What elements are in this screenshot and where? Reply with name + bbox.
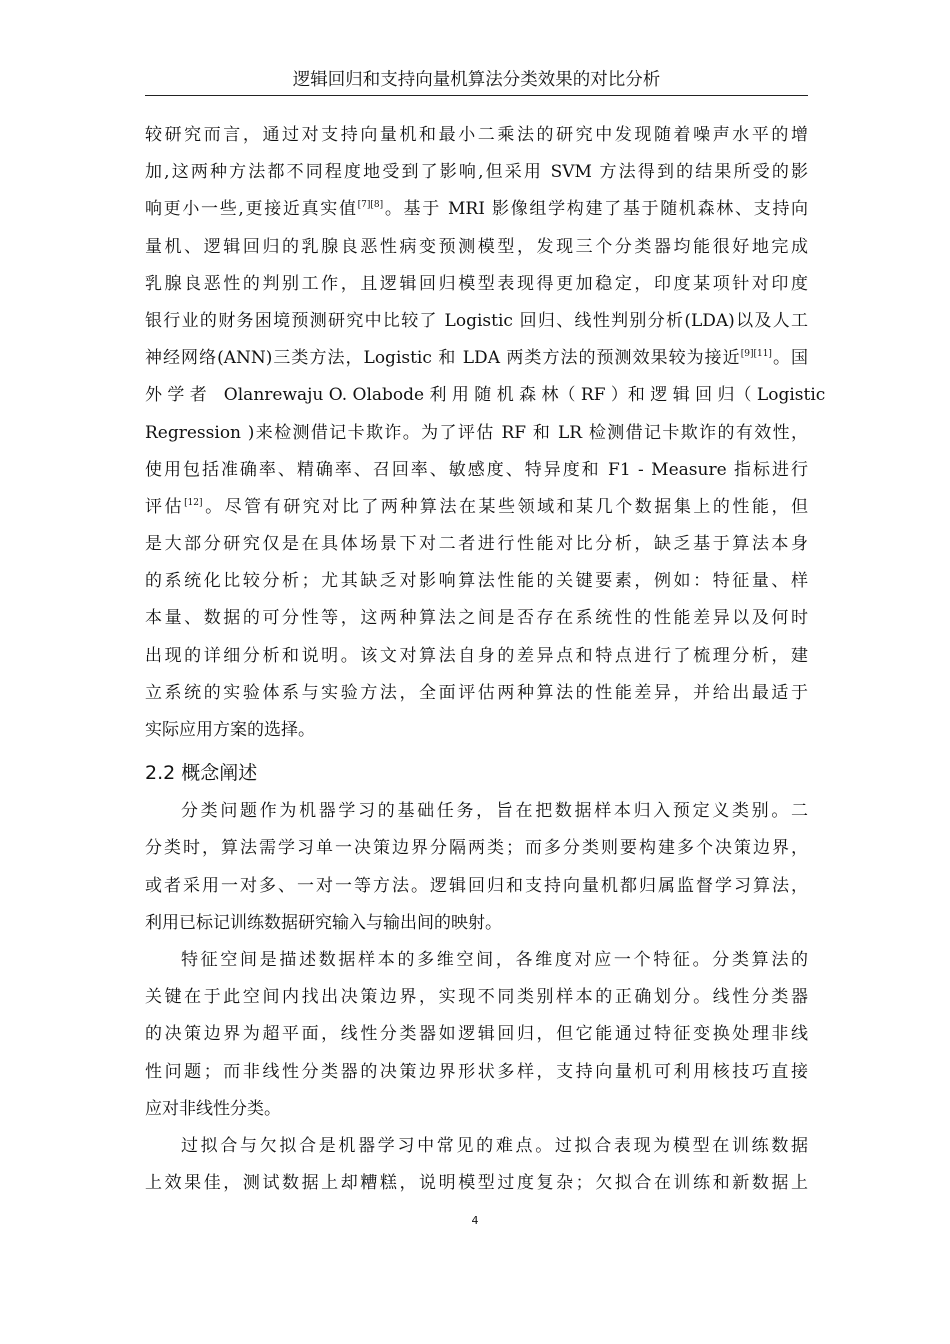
text-line: 是大部分研究仅是在具体场景下对二者进行性能对比分析，缺乏基于算法本身 xyxy=(145,534,808,555)
text-line: 过拟合与欠拟合是机器学习中常见的难点。过拟合表现为模型在训练数据 xyxy=(181,1135,808,1156)
text-line: 响更小一些,更接近真实值[7][8]。基于 MRI 影像组学构建了基于随机森林、支持向 xyxy=(145,199,808,220)
text-line: 上效果佳，测试数据上却糟糕，说明模型过度复杂；欠拟合在训练和新数据上 xyxy=(145,1173,808,1194)
text-line: 立系统的实验体系与实验方法，全面评估两种算法的性能差异，并给出最适于 xyxy=(145,682,808,703)
text-line: Regression )来检测借记卡欺诈。为了评估 RF 和 LR 检测借记卡欺诈的有效性， xyxy=(145,422,808,443)
paragraph-classification xyxy=(145,793,808,942)
citation: [7][8] xyxy=(357,200,384,211)
text-line: 关键在于此空间内找出决策边界，实现不同类别样本的正确划分。线性分类器 xyxy=(145,987,808,1008)
paragraph-overfitting xyxy=(145,1128,808,1202)
text-line: 利用已标记训练数据研究输入与输出间的映射。 xyxy=(145,912,502,933)
text-line: 加,这两种方法都不同程度地受到了影响,但采用 SVM 方法得到的结果所受的影 xyxy=(145,162,808,183)
text-line: 出现的详细分析和说明。该文对算法自身的差异点和特点进行了梳理分析，建 xyxy=(145,645,808,666)
text-line: 特征空间是描述数据样本的多维空间，各维度对应一个特征。分类算法的 xyxy=(181,949,808,970)
text-line: 本量、数据的可分性等，这两种算法之间是否存在系统性的性能差异以及何时 xyxy=(145,608,808,629)
text-line: 神经网络(ANN)三类方法，Logistic 和 LDA 两类方法的预测效果较为接近[9][11]。国 xyxy=(145,348,809,369)
text-line: 分类时，算法需学习单一决策边界分隔两类；而多分类则要构建多个决策边界， xyxy=(145,838,808,859)
paragraph-feature-space xyxy=(145,942,808,1128)
text-line: 外 学 者 Olanrewaju O. Olabode 利 用 随 机 森 林（ RF ）和 逻 辑 回 归（ Logistic xyxy=(145,385,826,406)
text-line: 分类问题作为机器学习的基础任务，旨在把数据样本归入预定义类别。二 xyxy=(181,801,808,822)
page-number: 4 xyxy=(471,1214,479,1227)
document-body xyxy=(145,117,826,1202)
text-line: 量机、逻辑回归的乳腺良恶性病变预测模型，发现三个分类器均能很好地完成 xyxy=(145,236,808,257)
text-line: 使用包括准确率、精确率、召回率、敏感度、特异度和 F1 - Measure 指标进行 xyxy=(145,459,808,480)
text-line: 性问题；而非线性分类器的决策边界形状多样，支持向量机可利用核技巧直接 xyxy=(145,1061,808,1082)
text-line: 或者采用一对多、一对一等方法。逻辑回归和支持向量机都归属监督学习算法， xyxy=(145,875,808,896)
text-line: 实际应用方案的选择。 xyxy=(145,720,315,740)
text-line: 的决策边界为超平面，线性分类器如逻辑回归，但它能通过特征变换处理非线 xyxy=(145,1024,808,1045)
running-header-title: 逻辑回归和支持向量机算法分类效果的对比分析 xyxy=(292,70,661,90)
text-line: 较研究而言，通过对支持向量机和最小二乘法的研究中发现随着噪声水平的增 xyxy=(145,125,808,145)
text-line: 乳腺良恶性的判别工作，且逻辑回归模型表现得更加稳定，印度某项针对印度 xyxy=(145,273,808,294)
text-line: 的系统化比较分析；尤其缺乏对影响算法性能的关键要素，例如：特征量、样 xyxy=(145,571,808,592)
text-line: 银行业的财务困境预测研究中比较了 Logistic 回归、线性判别分析(LDA)以及人工 xyxy=(145,310,808,331)
section-heading: 2.2 概念阐述 xyxy=(145,762,258,785)
citation: [12] xyxy=(184,497,203,508)
citation: [9][11] xyxy=(740,349,772,360)
text-line: 应对非线性分类。 xyxy=(145,1098,281,1119)
paragraph-related-work xyxy=(145,117,826,749)
text-line: 评估[12]。尽管有研究对比了两种算法在某些领域和某几个数据集上的性能，但 xyxy=(145,496,808,517)
header-rule xyxy=(145,95,808,96)
